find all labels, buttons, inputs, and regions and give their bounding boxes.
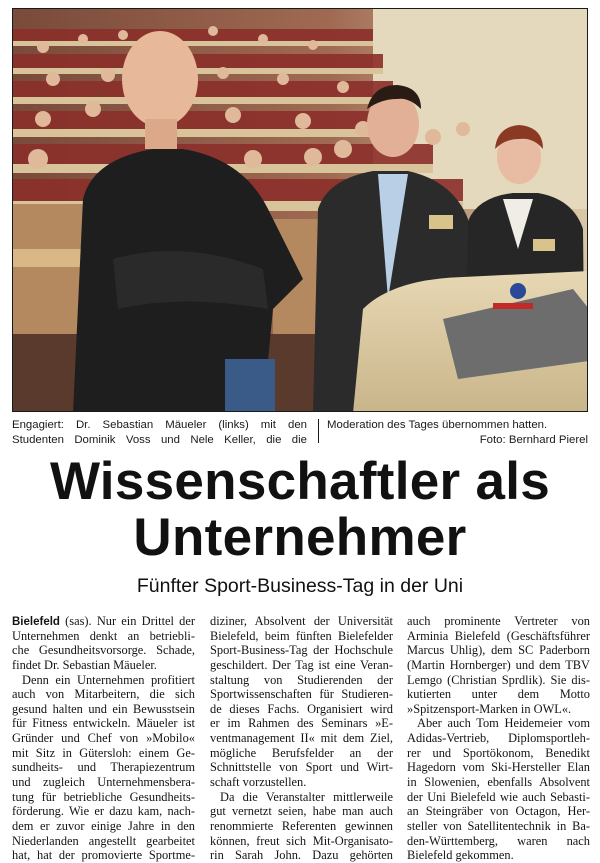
text-line: Gründer und Chef von »Mobilo« [12,731,195,746]
headline-line: Unternehmer [133,508,467,567]
headline-line: Wissenschaftler als [49,452,551,511]
text-line: che Gesundheitsvorsorge. Schade, [12,643,195,658]
text-line: sundheits- und Therapiezentrum [12,760,195,775]
text-line: findet Dr. Sebastian Mäueler. [12,657,157,672]
article-column-2 [210,614,393,863]
text-line: (Martin Hornberger) und dem TBV [407,657,590,672]
text-line: Da die Veranstalter mittlerweile [220,789,393,804]
text-line: rin Sarah John. Dazu gehörten [210,848,393,863]
caption-divider [318,419,319,443]
article-column-3 [407,614,590,863]
text-line: staltung von Studierenden der [210,672,393,687]
text-line: kutierten unter dem Motto [407,687,590,702]
text-line: an Steingräber von Octagon, Her- [407,804,590,819]
text-line: gesund halten und ein Bewusstsein [12,701,195,716]
photo-caption [12,418,307,448]
text-line: Bielefeld gekommen. [407,848,514,863]
text-line: diziner, Absolvent der Universität [210,614,393,628]
text-line: dem er zuvor einige Jahre in den [12,818,195,833]
photo-caption-continued [327,418,588,448]
subheadline: Fünfter Sport-Business-Tag in der Uni [136,575,464,597]
text-line: rer und Sportökonom, Benedikt [407,745,590,760]
article-column-1 [12,614,195,863]
photo-credit: Foto: Bernhard Pierel [479,434,588,446]
text-line: auch prominente Vertreter von [407,614,590,628]
text-line: förderung. Wie er dazu kam, nach- [12,804,195,819]
text-line: ventmanagement II« mit dem Ziel, [210,731,393,746]
text-line: Niederlanden angestellt gearbeitet [12,833,195,848]
text-line: können, freut sich Mit-Organisato- [210,833,393,848]
text-line: geschildert. Der Tag ist eine Veran- [210,657,393,672]
text-line: für Fitness entwickeln. Mäueler ist [12,716,195,731]
text-line: hat, hat der promovierte Sportme- [12,848,195,863]
article-photo [12,8,588,412]
text-line: Arminia Bielefeld (Geschäftsführer [407,628,590,643]
photo-image [13,9,588,412]
text-line: schaft vorzustellen. [210,775,307,790]
text-line: Bielefeld, beim fünften Bielefelder [210,628,393,643]
text-line: mit Sitz in Gütersloh: einem Ge- [12,745,195,760]
text-line: gut vernetzt seien, habe man auch [210,804,393,819]
text-line: auch von Mitarbeitern, die sich [12,687,195,702]
text-line: er im Rahmen des Seminars »E- [210,716,393,731]
text-line: mögliche Berufsfelder an der [210,745,393,760]
caption-line: Moderation des Tages übernommen hatten. [327,419,548,431]
text-line: Hagedorn vom Ski-Hersteller Elan [407,760,590,775]
text-line: Unternehmen denkt an betriebli- [12,628,195,643]
text-line: Aber auch Tom Heidemeier vom [417,716,590,731]
text-line: renommierte Referenten gewinnen [210,818,393,833]
text-line: den-Württemberg, waren nach [407,833,590,848]
caption-line: Studenten Dominik Voss und Nele Keller, die die [12,434,307,446]
text-line: Sportwissenschaften für Studieren- [210,687,393,702]
text-line: in Slowenien, ebenfalls Absolvent [407,775,590,790]
text-line: der Uni Bielefeld wie auch Sebasti- [407,789,590,804]
caption-line: Engagiert: Dr. Sebastian Mäueler (links) mit den [12,419,307,431]
text-line: Denn ein Unternehmen profitiert [22,672,195,687]
text-line: Bielefeld (sas). Nur ein Drittel der [12,614,195,628]
text-line: und zugleich Unternehmensbera- [12,775,195,790]
text-line: Schnittstelle von Sport und Wirt- [210,760,393,775]
text-line: Sport-Business-Tag der Hochschule [210,643,393,658]
text-line: Marcus Uhlig), dem SC Paderborn [407,643,590,658]
headline [0,454,600,566]
text-line: tung für betriebliche Gesundheits- [12,789,195,804]
text-line: steller von Satellitentechnik in Ba- [407,818,590,833]
text-line: Adidas-Vertrieb, Diplomsportleh- [407,731,590,746]
text-line: »Spitzensport-Marken in OWL«. [407,701,572,716]
dateline: Bielefeld [12,616,60,628]
text-line: Lemgo (Christian Sprdlik). Sie dis- [407,672,590,687]
text-line: de dieses Fachs. Organisiert wird [210,701,393,716]
